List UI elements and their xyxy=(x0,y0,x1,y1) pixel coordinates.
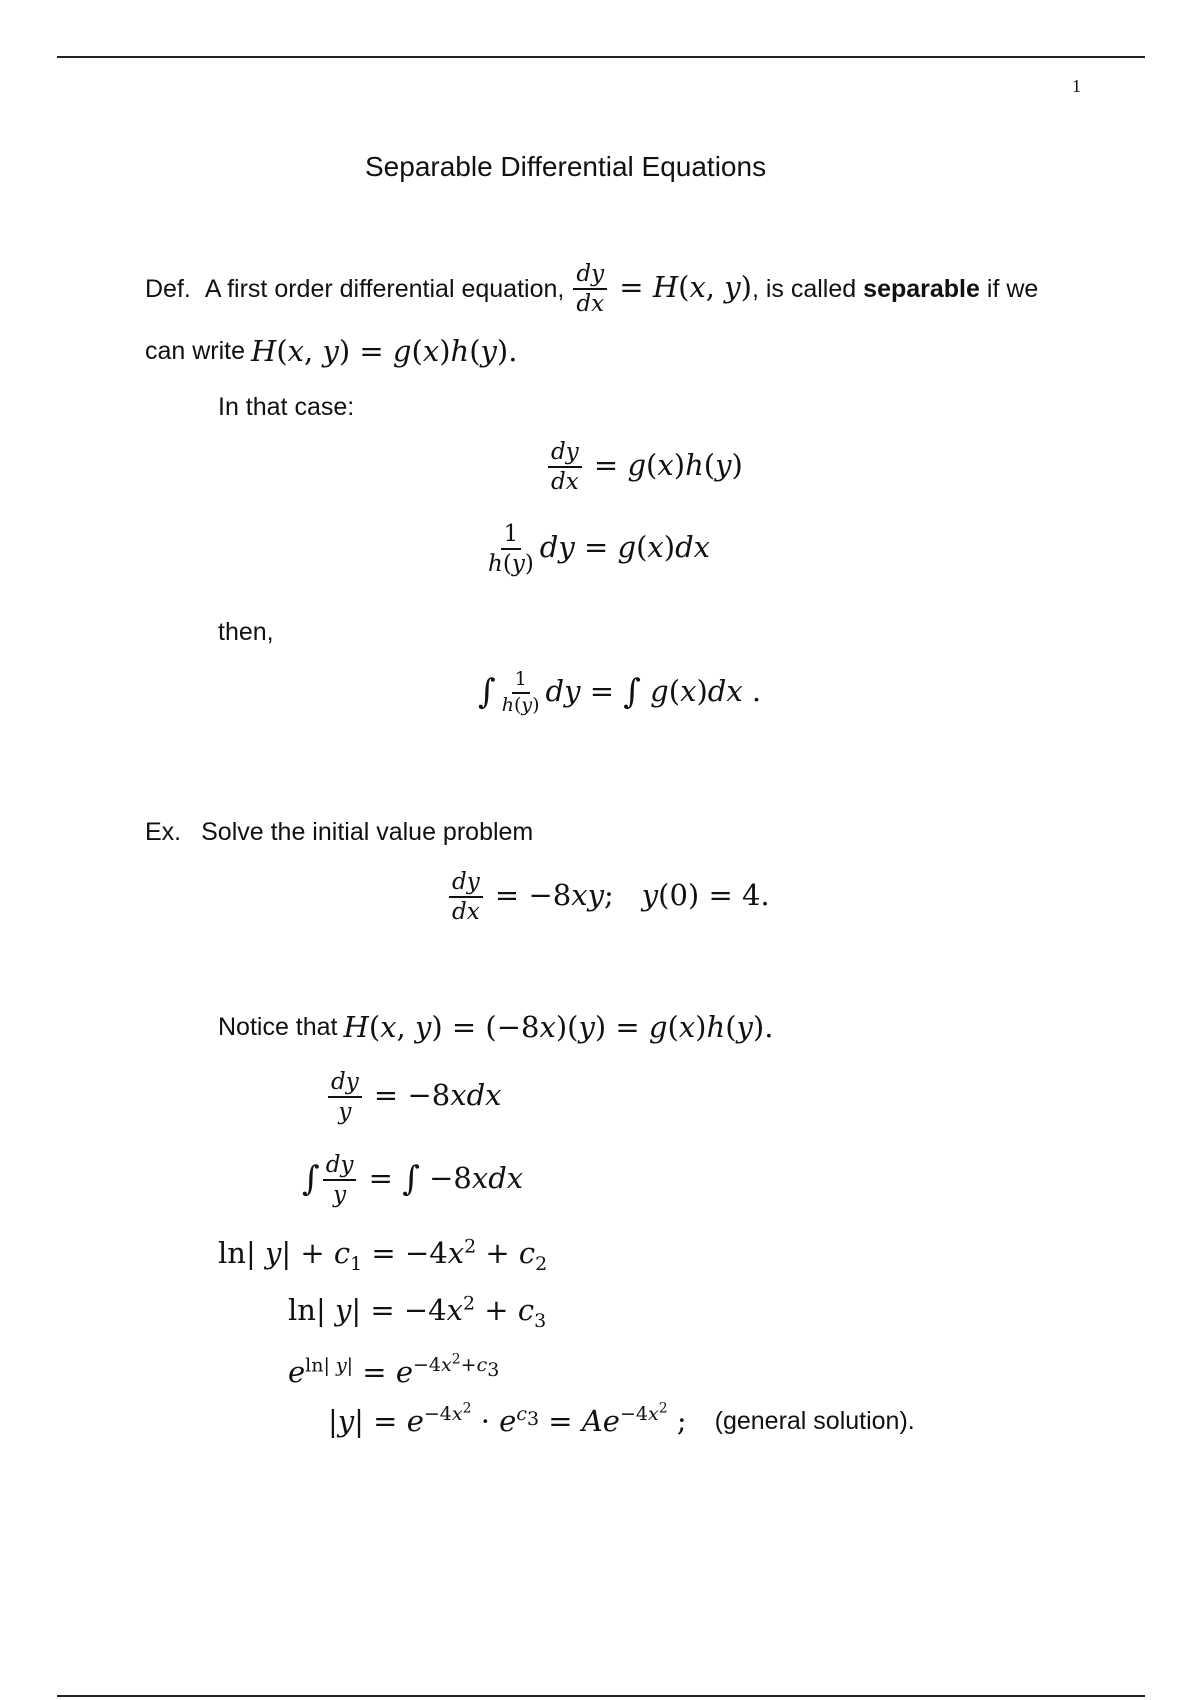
page-number: 1 xyxy=(1072,76,1081,96)
general-solution-label: (general solution). xyxy=(714,1406,915,1435)
step-log-constants: ln| $y| + c_1 = -4x^2 + c_2$ xyxy=(218,1235,548,1275)
page-title: Separable Differential Equations xyxy=(365,151,767,182)
definition-keyword: separable xyxy=(863,274,980,303)
then-text: then, xyxy=(218,618,274,646)
general-solution-equation: $|y| = e^{-4x^2} \cdot e^{c_3} = Ae^{-4x^2}$ ; xyxy=(328,1401,687,1438)
definition-product-equation: H(x, y) = g(x)h(y). xyxy=(251,334,518,368)
general-solution-line xyxy=(328,1401,915,1438)
step-log-combined: ln| $y| = -4x^2 + c_3$ xyxy=(288,1292,547,1332)
example-label: Ex. xyxy=(145,818,182,846)
notice-line xyxy=(218,1010,773,1044)
step-integrate: ∫ $\frac{dy}{y}$ = ∫ −8xdx xyxy=(302,1152,524,1209)
definition-text-1: A first order differential equation, xyxy=(204,274,565,303)
notice-equation: H(x, y) = (−8x)(y) = g(x)h(y). xyxy=(343,1010,774,1044)
definition-label: Def. xyxy=(145,274,191,303)
notice-text: Notice that xyxy=(218,1012,338,1041)
definition-equation: $\frac{dy}{dx}$ = H(x, y) xyxy=(570,262,752,316)
in-that-case-text: In that case: xyxy=(218,393,355,421)
separable-form-equation: $\frac{dy}{dx}$ = g(x)h(y) xyxy=(545,440,743,494)
example-prompt: Solve the initial value problem xyxy=(201,818,534,846)
definition-line-1 xyxy=(145,262,1038,316)
definition-text-3: if we xyxy=(986,274,1039,303)
footer-rule xyxy=(57,1695,1145,1697)
example-heading xyxy=(145,818,533,847)
step-separate: $\frac{dy}{y}$ = −8xdx xyxy=(325,1070,502,1124)
definition-text-4: can write xyxy=(145,336,246,365)
step-exponentiate: $e^{ln| y|} = e^{-4x^2+c_3}$ xyxy=(288,1352,500,1389)
initial-value-problem: $\frac{dy}{dx}$ = −8xy; y(0) = 4. xyxy=(446,870,770,924)
separated-equation: $\frac{1}{h(y)}$ dy = g(x)dx xyxy=(488,521,711,578)
header-rule xyxy=(57,56,1145,58)
integrated-equation: ∫ $\frac{1}{h(y)}$ dy = ∫ g(x)dx . xyxy=(478,668,762,716)
definition-text-2: , is called xyxy=(751,274,857,303)
definition-line-2 xyxy=(145,334,517,368)
